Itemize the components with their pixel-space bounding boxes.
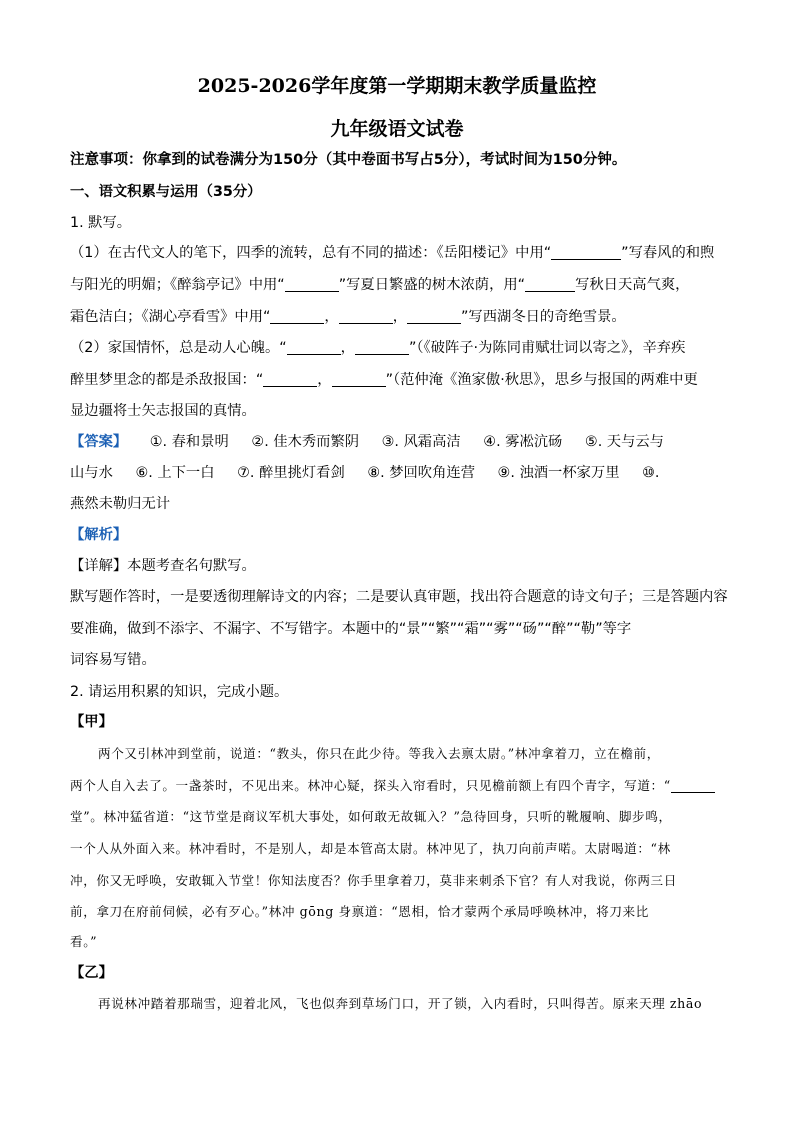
answer-line-3: 燕然未勒归无计: [70, 496, 171, 512]
passage-line: 冲，你又无呼唤，安敢辄入节堂！你知法度否？你手里拿着刀，莫非来刺杀下官？有人对我说，你两三日: [70, 873, 677, 888]
answer-item: ③. 风霜高洁: [381, 434, 461, 450]
question-1-stem: 1. 默写。: [70, 215, 132, 231]
answer-item: ⑩.: [642, 465, 660, 481]
text: ”写春风的和煦: [621, 245, 715, 261]
explanation-line: 默写题作答时，一是要透彻理解诗文的内容；二是要认真审题，找出符合题意的诗文句子；三是答题内容: [70, 589, 728, 605]
text: （2）家国情怀，总是动人心魄。“: [70, 340, 287, 356]
analysis-label: 【解析】: [70, 527, 128, 543]
passage-line: 堂”。林冲猛省道：“这节堂是商议军机大事处，如何敢无故辄入？”急待回身，只听的靴履响、脚步鸣，: [70, 809, 672, 824]
passage-line: 再说林冲踏着那瑞雪，迎着北风，飞也似奔到草场门口，开了锁，入内看时，只叫得苦。原来天理 zhāo: [98, 996, 703, 1011]
answer-blank: [551, 244, 621, 260]
text: 两个人自入去了。一盏茶时，不见出来。林冲心疑，探头入帘看时，只见檐前额上有四个青字，写道：“: [70, 778, 671, 793]
answer-item: ⑧. 梦回吹角连营: [367, 465, 475, 481]
question-2-stem: 2. 请运用积累的知识，完成小题。: [70, 684, 289, 700]
answer-item: ⑤. 天与云与: [584, 434, 664, 450]
text: ，: [392, 309, 408, 325]
question-1-sub1-line2: [70, 275, 730, 295]
text: ”（《破阵子·为陈同甫赋壮词以寄之》，辛弃疾: [408, 340, 686, 356]
question-1-sub1-line1: [70, 243, 730, 263]
answer-label: 【答案】: [70, 434, 128, 450]
answer-item: ⑦. 醉里挑灯看剑: [237, 465, 345, 481]
passage-jia-label: 【甲】: [70, 714, 113, 730]
text: ，: [317, 372, 332, 388]
text: 写秋日天高气爽，: [575, 277, 690, 293]
passage-line: 一个人从外面入来。林冲看时，不是别人，却是本管高太尉。林冲见了，执刀向前声喏。太尉喝道：“林: [70, 841, 671, 856]
answer-item: ①. 春和景明: [149, 434, 229, 450]
explanation-line: 词容易写错。: [70, 652, 156, 668]
answer-blank: [263, 371, 317, 387]
text: ，: [340, 340, 355, 356]
answer-blank: [332, 371, 386, 387]
answer-blank: [339, 308, 393, 324]
answer-item: ⑨. 浊酒一杯家万里: [497, 465, 620, 481]
answer-blank: [270, 308, 324, 324]
answer-blank: [407, 308, 461, 324]
answer-item: 山与水: [70, 465, 113, 481]
section-title: 一、语文积累与运用（35分）: [70, 184, 262, 200]
answer-blank: [287, 339, 341, 355]
text: 醉里梦里念的都是杀敌报国：“: [70, 372, 264, 388]
exam-title: 2025-2026学年度第一学期期末教学质量监控: [197, 75, 597, 97]
answer-blank: [355, 339, 409, 355]
question-1-sub2-line1: [70, 338, 730, 358]
text: 与阳光的明媚；《醉翁亭记》中用“: [70, 277, 285, 293]
answer-blank: [671, 777, 715, 793]
exam-subtitle: 九年级语文试卷: [330, 118, 464, 140]
answer-item: ②. 佳木秀而繁阴: [251, 434, 360, 450]
passage-line: 看。”: [70, 934, 98, 949]
text: ”写西湖冬日的奇绝雪景。: [461, 309, 626, 325]
question-1-sub2-line3: 显边疆将士矢志报国的真情。: [70, 403, 256, 419]
text: ”写夏日繁盛的树木浓荫，用“: [338, 277, 526, 293]
passage-line: 前，拿刀在府前伺候，必有歹心。”林冲 gōng 身禀道：“恩相，恰才蒙两个承局呼唤林冲，将刀来比: [70, 904, 649, 919]
explanation-line: 要准确，做到不添字、不漏字、不写错字。本题中的“景”“繁”“霜”“雾”“砀”“醉”“勒”等字: [70, 621, 632, 637]
text: 霜色洁白；《湖心亭看雪》中用“: [70, 309, 271, 325]
answer-item: ④. 雾凇沆砀: [483, 434, 563, 450]
answer-line-1: [70, 432, 730, 452]
notice: 注意事项：你拿到的试卷满分为150分（其中卷面书写占5分），考试时间为150分钟。: [70, 152, 627, 168]
text: ”（范仲淹《渔家傲·秋思》，思乡与报国的两难中更: [385, 372, 698, 388]
answer-line-2: [70, 463, 730, 483]
answer-blank: [285, 276, 339, 292]
answer-item: ⑥. 上下一白: [135, 465, 215, 481]
passage-line: 两个又引林冲到堂前，说道：“教头，你只在此少待。等我入去禀太尉。”林冲拿着刀，立在檐前，: [98, 746, 660, 761]
answer-blank: [525, 276, 575, 292]
question-1-sub1-line3: [70, 307, 730, 327]
text: （1）在古代文人的笔下，四季的流转，总有不同的描述：《岳阳楼记》中用“: [70, 245, 552, 261]
passage-yi-label: 【乙】: [70, 965, 113, 981]
text: ，: [324, 309, 339, 325]
passage-line: [70, 776, 730, 796]
detail-heading: 【详解】本题考查名句默写。: [70, 558, 256, 574]
question-1-sub2-line2: [70, 370, 730, 390]
